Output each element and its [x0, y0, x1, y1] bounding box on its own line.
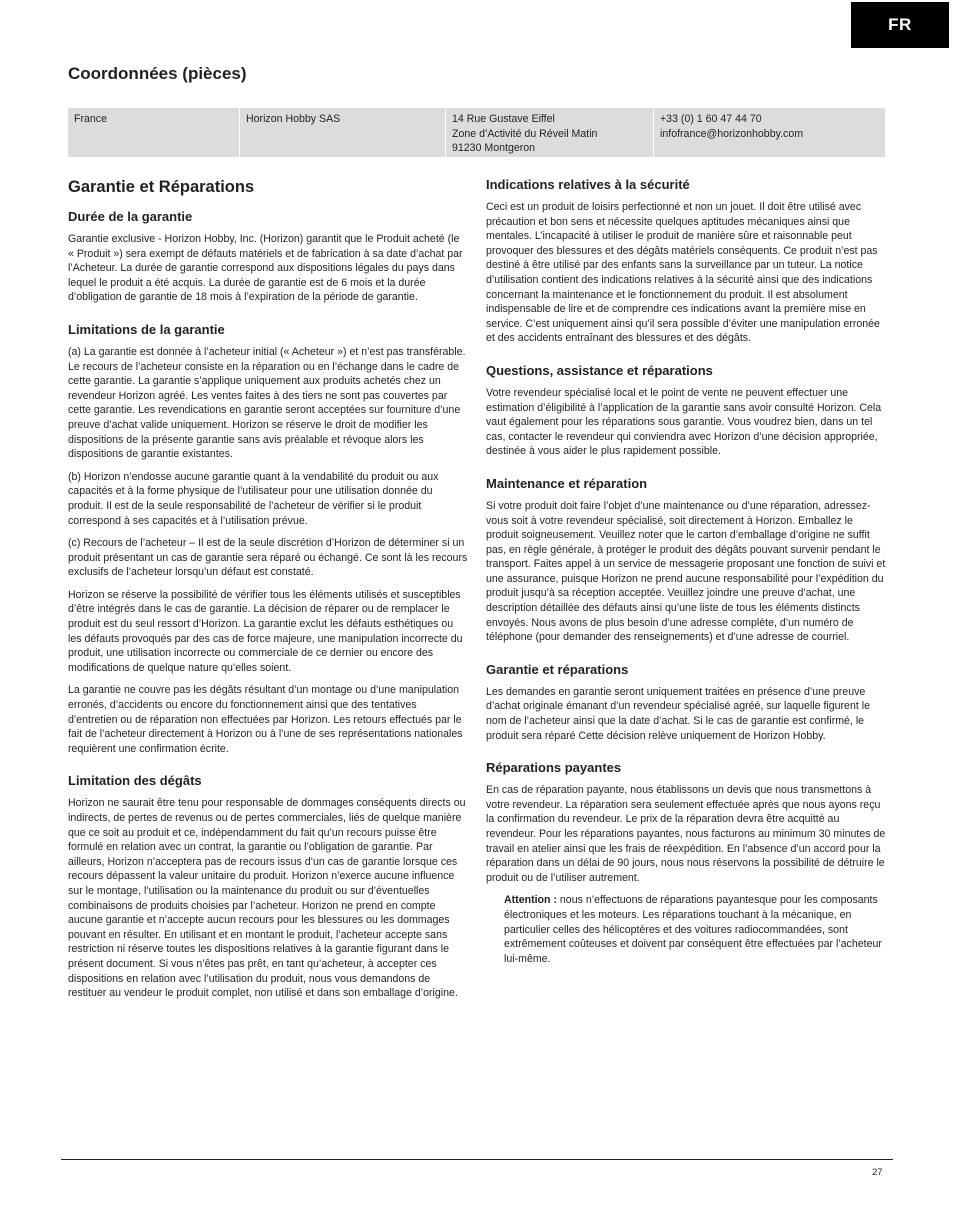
maintenance-text: Si votre produit doit faire l’objet d’une maintenance ou d’une réparation, adressez-vous soit à votre revendeur spécialisé, soit directement à Horizon. Emballez le produit soigneusement. Veuillez noter que le carton d’emballage d’origine ne suffit pas, en règle générale, à protéger le produit des dégâts pouvant survenir pendant le transport. Faites appel à un service de messagerie proposant une fonction de suivi et une assurance, puisque Horizon ne prend aucune responsabilité pour l’expédition du produit jusqu’à sa réception acceptée. Veuillez joindre une preuve d’achat, une description détaillée des défauts ainsi qu’une liste de tous les éléments distincts envoyés. Nous avons de plus besoin d’une adresse complète, d’un numéro de téléphone (pour demander des renseignements) et d’une adresse de courriel.	[486, 499, 886, 644]
country-text: France	[74, 113, 107, 125]
maintenance-title: Maintenance et réparation	[486, 475, 648, 491]
limitations-d: Horizon se réserve la possibilité de vérifier tous les éléments utilisés et susceptibles d’être intégrés dans le cas de garantie. La décision de réparer ou de remplacer le produit est du seul ressort d’Horizon. La garantie exclut les défauts esthétiques ou les défauts provoqués par des cas de force majeure, une manipulation incorrecte du produit, une utilisation incorrecte ou commerciale de ce dernier ou encore des modifications de quelque nature qu’elles soient.	[68, 588, 463, 674]
attention-note	[504, 893, 886, 966]
page-number: 27	[872, 1167, 883, 1178]
phone-text: +33 (0) 1 60 47 44 70	[660, 113, 762, 125]
duree-title: Durée de la garantie	[68, 209, 193, 224]
degats-title: Limitation des dégâts	[68, 773, 202, 789]
securite-title: Indications relatives à la sécurité	[486, 177, 690, 192]
contact-phone-email	[654, 108, 885, 157]
limitations-title: Limitations de la garantie	[68, 321, 225, 337]
securite-text: Ceci est un produit de loisirs perfectionné et non un jouet. Il doit être utilisé avec précaution et bon sens et nécessite quelques aptitudes mécaniques ainsi que mentales. L’incapacité à utiliser le produit de manière sûre et raisonnable peut provoquer des blessures et des dégâts matériels conséquents. Ce produit n’est pas destiné à être utilisé par des enfants sans la surveillance par un tuteur. La notice d’utilisation contient des indications relatives à la sécurité ainsi que des indications concernant la maintenance et le fonctionnement du produit. Il est absolument indispensable de lire et de comprendre ces indications avant la première mise en service. C’est uniquement ainsi qu’il sera possible d’éviter une manipulation erronée et des accidents entraînant des blessures et des dégâts.	[486, 201, 880, 345]
address-line-1: 14 Rue Gustave Eiffel	[452, 113, 555, 125]
language-tab: FR	[851, 2, 949, 48]
warranty-heading: Garantie et Réparations	[68, 178, 255, 196]
attention-text: nous n’effectuons de réparations payantesque pour les composants électroniques et les moteurs. Les réparations touchant à la mécanique, en particulier celles des hélicoptères et des voitures radiocommandées, sont extrêmement coûteuses et doivent par conséquent être effectuées par l’acheteur lui-même.	[504, 894, 882, 965]
contact-address	[446, 108, 654, 157]
limitations-a: (a) La garantie est donnée à l’acheteur initial (« Acheteur ») et n’est pas transférable. Le recours de l’acheteur consiste en la réparation ou en l’échange dans le cadre de cette garantie. La garantie s’applique uniquement aux produits achetés chez un revendeur Horizon agréé. Les ventes faites à des tiers ne sont pas couvertes par cette garantie. Les revendications en garantie seront acceptées sur fourniture d’une preuve d’achat valide uniquement. Horizon se réserve le droit de modifier les dispositions de la présente garantie sans avis préalable et révoque alors les dispositions de garantie existantes.	[68, 345, 466, 461]
payantes-title: Réparations payantes	[486, 760, 622, 776]
duree-text: Garantie exclusive - Horizon Hobby, Inc. (Horizon) garantit que le Produit acheté (le « Produit ») sera exempt de défauts matériels et de fabrication à sa date d’achat par l’Acheteur. La durée de garantie correspond aux dispositions légales du pays dans lequel le produit a été acquis. La durée de garantie est de 6 mois et la durée d’obligation de garantie de 18 mois à l’expiration de la période de garantie.	[68, 233, 463, 304]
footer-rule	[61, 1159, 893, 1160]
contacts-title: Coordonnées (pièces)	[68, 64, 247, 83]
degats-text: Horizon ne saurait être tenu pour responsable de dommages conséquents directs ou indirects, de pertes de revenus ou de pertes commerciales, liés de quelque manière que ce soit au produit et ce, indépendamment du fait qu’un recours puisse être formulé en relation avec un contrat, la garantie ou l’obligation de garantie. Par ailleurs, Horizon n’acceptera pas de recours issus d’un cas de garantie lorsque ces recours dépassent la valeur unitaire du produit. Horizon n’exerce aucune influence sur le montage, l’utilisation ou la maintenance du produit ou sur d’éventuelles combinaisons de produits choisies par l’acheteur. Horizon ne prend en compte aucune garantie et n’accepte aucun recours pour les blessures ou les dommages pouvant en résulter. En utilisant et en montant le produit, l’acheteur accepte sans restriction ni réserve toutes les dispositions relatives à la garantie figurant dans le présent document. Si vous n’êtes pas prêt, en tant qu’acheteur, à accepter ces dispositions en relation avec l’utilisation du produit, nous vous demandons de restituer au vendeur le produit complet, non utilisé et dans son emballage d’origine.	[68, 797, 466, 1000]
questions-title: Questions, assistance et réparations	[486, 362, 713, 378]
garantie-title: Garantie et réparations	[486, 661, 629, 677]
contact-country	[68, 108, 240, 157]
email-link[interactable]: infofrance@horizonhobby.com	[660, 127, 804, 140]
company-text: Horizon Hobby SAS	[246, 113, 341, 125]
garantie-text: Les demandes en garantie seront uniquement traitées en présence d’une preuve d’achat originale émanant d’un revendeur spécialisé agréé, sur laquelle figurent le nom de l’acheteur ainsi que la date d’achat. Si le cas de garantie est confirmé, le produit sera réparé Cette décision relève uniquement de Horizon Hobby.	[486, 685, 870, 742]
contact-company	[240, 108, 446, 157]
address-line-2: Zone d’Activité du Réveil Matin	[452, 127, 598, 140]
right-column	[486, 176, 886, 982]
payantes-text: En cas de réparation payante, nous établissons un devis que nous transmettons à votre revendeur. La réparation sera seulement effectuée après que nous ayons reçu la confirmation du revendeur. Le prix de la réparation devra être acquitté au revendeur. Pour les réparations payantes, nous facturons au minimum 30 minutes de travail en atelier ainsi que les frais de réexpédition. En l’absence d’un accord pour la réparation dans un délai de 90 jours, nous nous réservons la possibilité de détruire le produit ou de l’utiliser autrement.	[486, 784, 886, 884]
attention-label: Attention :	[504, 894, 557, 907]
limitations-b: (b) Horizon n’endosse aucune garantie quant à la vendabilité du produit ou aux capacités et à la forme physique de l’utilisateur pour une utilisation donnée du produit. Il est de la seule responsabilité de l’acheteur de vérifier si le produit correspond à ses capacités et à l’utilisation prévue.	[68, 470, 439, 527]
limitations-e: La garantie ne couvre pas les dégâts résultant d’un montage ou d’une manipulation erronés, d’accidents ou encore du fonctionnement ainsi que des tentatives d’entretien ou de réparation non effectuées par Horizon. Les retours effectués par le fait de l’acheteur directement à Horizon ou à l’une de ses représentations nationales requièrent une confirmation écrite.	[68, 684, 463, 755]
left-column	[68, 176, 468, 1017]
address-line-3: 91230 Montgeron	[452, 142, 536, 154]
questions-text: Votre revendeur spécialisé local et le point de vente ne peuvent effectuer une estimation d’éligibilité à l’application de la garantie sans avoir consulté Horizon. Cela vaut également pour les réparations sous garantie. Vous voudrez bien, dans un tel cas, contacter le revendeur qui conviendra avec Horizon d’une décision appropriée, destinée à vous aider le plus rapidement possible.	[486, 386, 882, 458]
contact-table	[68, 108, 885, 157]
limitations-c: (c) Recours de l’acheteur – Il est de la seule discrétion d’Horizon de déterminer si un produit présentant un cas de garantie sera réparé ou échangé. Ce sont là les recours exclusifs de l’acheteur lorsqu’un défaut est constaté.	[68, 537, 468, 579]
